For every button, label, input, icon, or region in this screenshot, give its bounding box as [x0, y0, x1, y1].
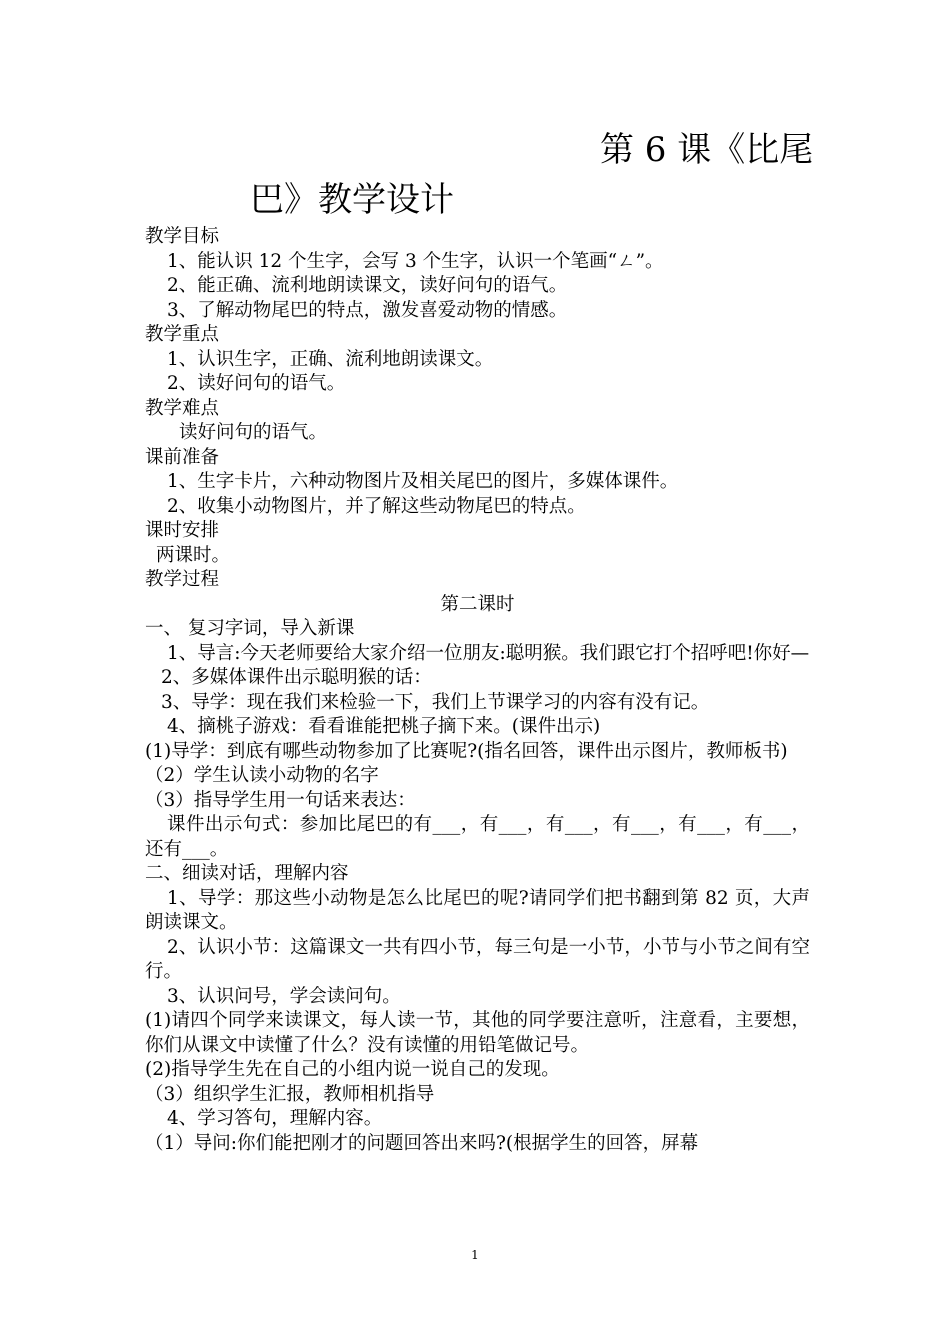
text-line: 2、认识小节：这篇课文一共有四小节，每三句是一小节，小节与小节之间有空行。 [145, 936, 810, 982]
text-line: 两课时。 [156, 544, 231, 566]
text-line: 2、能正确、流利地朗读课文，读好问句的语气。 [167, 275, 568, 296]
text-line: 1、认识生字，正确、流利地朗读课文。 [167, 348, 494, 370]
text-line: 读好问句的语气。 [179, 422, 328, 443]
text-line: 课件出示句式：参加比尾巴的有___，有___，有___，有___，有___，有___，还有___。 [145, 814, 810, 860]
text-line: 1、导学：那这些小动物是怎么比尾巴的呢?请同学们把书翻到第 82 页，大声朗读课文。 [145, 887, 810, 933]
text-line: 4、摘桃子游戏：看看谁能把桃子摘下来。(课件出示) [167, 716, 601, 737]
page-number: 1 [471, 1248, 479, 1262]
text-line: 课时安排 [145, 520, 220, 541]
text-line: （3）指导学生用一句话来表达： [145, 789, 416, 811]
text-line: 2、多媒体课件出示聪明猴的话： [161, 667, 432, 688]
text-line: 1、能认识 12 个生字，会写 3 个生字，认识一个笔画“ㄥ”。 [167, 250, 664, 272]
text-line: 二、细读对话，理解内容 [145, 863, 349, 884]
text-line: 课前准备 [145, 446, 220, 468]
text-line: 教学过程 [145, 569, 220, 590]
text-line: 3、导学：现在我们来检验一下，我们上节课学习的内容有没有记。 [161, 691, 710, 713]
section-heading: 第二课时 [440, 593, 515, 615]
text-line: (1)请四个同学来读课文，每人读一节，其他的同学要注意听，注意看，主要想，你们从课文中读懂了什么？没有读懂的用铅笔做记号。 [145, 1010, 810, 1056]
document-title-line-2: 巴》教学设计 [250, 180, 454, 220]
text-line: 教学重点 [145, 324, 220, 345]
text-line: 1、导言:今天老师要给大家介绍一位朋友:聪明猴。我们跟它打个招呼吧!你好— [167, 642, 810, 664]
text-line: 教学目标 [145, 226, 220, 247]
document-title-line-1: 第 6 课《比尾 [600, 130, 814, 170]
text-line: 4、学习答句，理解内容。 [167, 1108, 383, 1129]
text-line: 1、生字卡片，六种动物图片及相关尾巴的图片，多媒体课件。 [167, 471, 679, 492]
document-body [145, 225, 810, 1156]
text-line: （1）导问:你们能把刚才的问题回答出来吗?(根据学生的回答，屏幕 [145, 1132, 699, 1154]
text-line: 3、认识问号，学会读问句。 [167, 985, 401, 1007]
text-line: 教学难点 [145, 397, 220, 419]
text-line: (1)导学：到底有哪些动物参加了比赛呢?(指名回答，课件出示图片，教师板书) [145, 740, 788, 762]
text-line: （3）组织学生汇报，教师相机指导 [145, 1083, 435, 1105]
text-line: 一、 复习字词，导入新课 [145, 618, 355, 639]
text-line: 3、了解动物尾巴的特点，激发喜爱动物的情感。 [167, 299, 568, 321]
text-line: (2)指导学生先在自己的小组内说一说自己的发现。 [145, 1059, 560, 1080]
text-line: 2、读好问句的语气。 [167, 373, 346, 394]
text-line: 2、收集小动物图片，并了解这些动物尾巴的特点。 [167, 495, 586, 517]
text-line: （2）学生认读小动物的名字 [145, 765, 379, 786]
